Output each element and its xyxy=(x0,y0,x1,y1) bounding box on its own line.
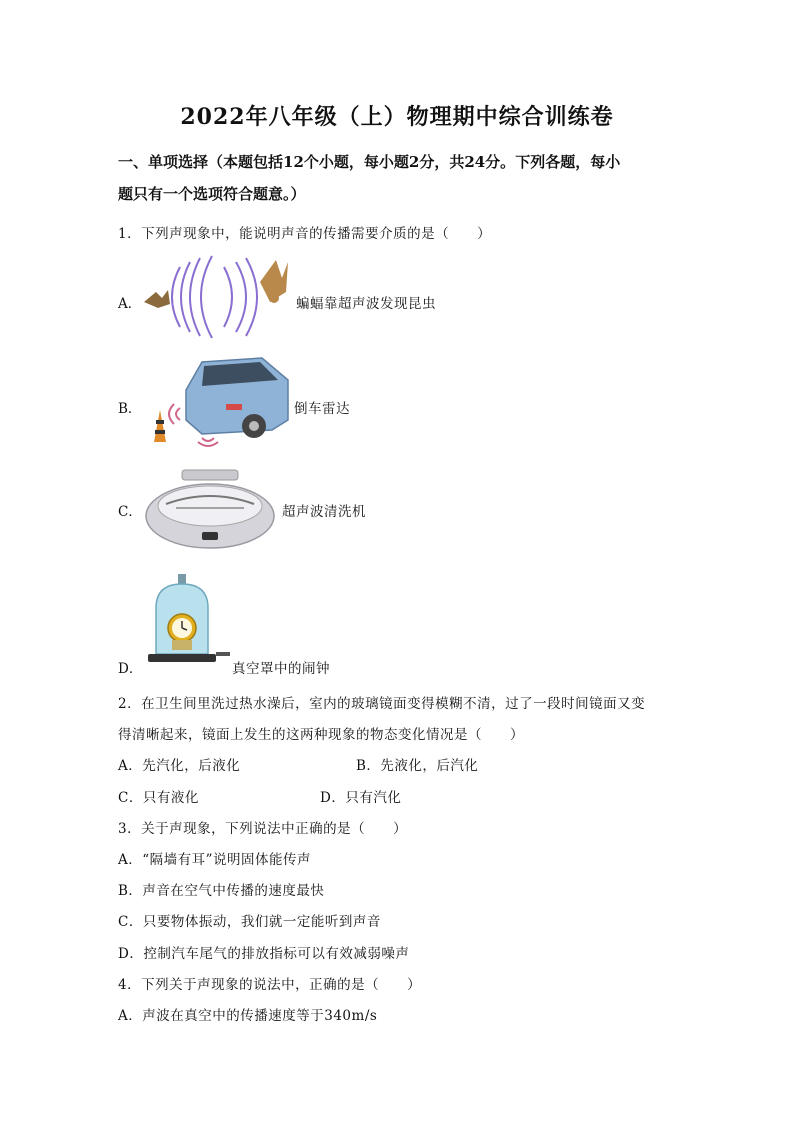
question-2-stem-line-1: 2．在卫生间里洗过热水澡后，室内的玻璃镜面变得模糊不清，过了一段时间镜面又变 xyxy=(118,696,646,712)
q3-option-d: D．控制汽车尾气的排放指标可以有效减弱噪声 xyxy=(118,946,410,962)
q1-option-c-text: 超声波清洗机 xyxy=(282,504,366,520)
q3-option-c: C．只要物体振动，我们就一定能听到声音 xyxy=(118,914,381,930)
ultrasonic-cleaner-figure xyxy=(142,466,278,552)
moth-icon xyxy=(260,260,288,303)
section-heading xyxy=(118,146,698,210)
q1-option-d-letter: D． xyxy=(118,661,143,677)
traffic-cone-icon xyxy=(154,410,166,442)
car-icon xyxy=(186,358,288,438)
q2-option-b: B．先液化，后汽化 xyxy=(356,758,479,774)
cleaner-icon xyxy=(146,470,274,548)
q1-option-a-letter: A． xyxy=(118,296,142,312)
page-title: 2022年八年级（上）物理期中综合训练卷 xyxy=(180,104,614,130)
section-heading-line-2: 题只有一个选项符合题意。） xyxy=(118,185,306,203)
ultrasonic-wave-icon xyxy=(172,256,257,338)
q4-option-a: A．声波在真空中的传播速度等于340m/s xyxy=(118,1008,378,1024)
question-2-stem-line-2: 得清晰起来，镜面上发生的这两种现象的物态变化情况是（ ） xyxy=(118,727,524,743)
q1-option-b-text: 倒车雷达 xyxy=(294,401,350,417)
q1-option-b-letter: B． xyxy=(118,401,142,417)
section-heading-line-1: 一、单项选择（本题包括12个小题，每小题2分，共24分。下列各题，每小 xyxy=(118,153,621,171)
q1-option-c-letter: C． xyxy=(118,504,142,520)
bat-ultrasound-figure xyxy=(142,252,292,342)
q2-option-c: C．只有液化 xyxy=(118,790,199,806)
q3-option-b: B．声音在空气中传播的速度最快 xyxy=(118,883,325,899)
alarm-clock-icon xyxy=(168,614,196,650)
question-3-stem: 3．关于声现象，下列说法中正确的是（ ） xyxy=(118,821,408,837)
question-4-stem: 4．下列关于声现象的说法中，正确的是（ ） xyxy=(118,977,422,993)
q2-option-a: A．先汽化，后液化 xyxy=(118,758,241,774)
vacuum-bell-jar-figure xyxy=(142,572,232,670)
reverse-radar-figure xyxy=(142,350,292,448)
q1-option-a-text: 蝙蝠靠超声波发现昆虫 xyxy=(296,296,436,312)
q3-option-a: A．“隔墙有耳”说明固体能传声 xyxy=(118,852,312,868)
question-1-stem: 1．下列声现象中，能说明声音的传播需要介质的是（ ） xyxy=(118,226,492,242)
bat-icon xyxy=(144,290,170,308)
q1-option-d-text: 真空罩中的闹钟 xyxy=(232,661,330,677)
q2-option-d: D．只有汽化 xyxy=(320,790,402,806)
